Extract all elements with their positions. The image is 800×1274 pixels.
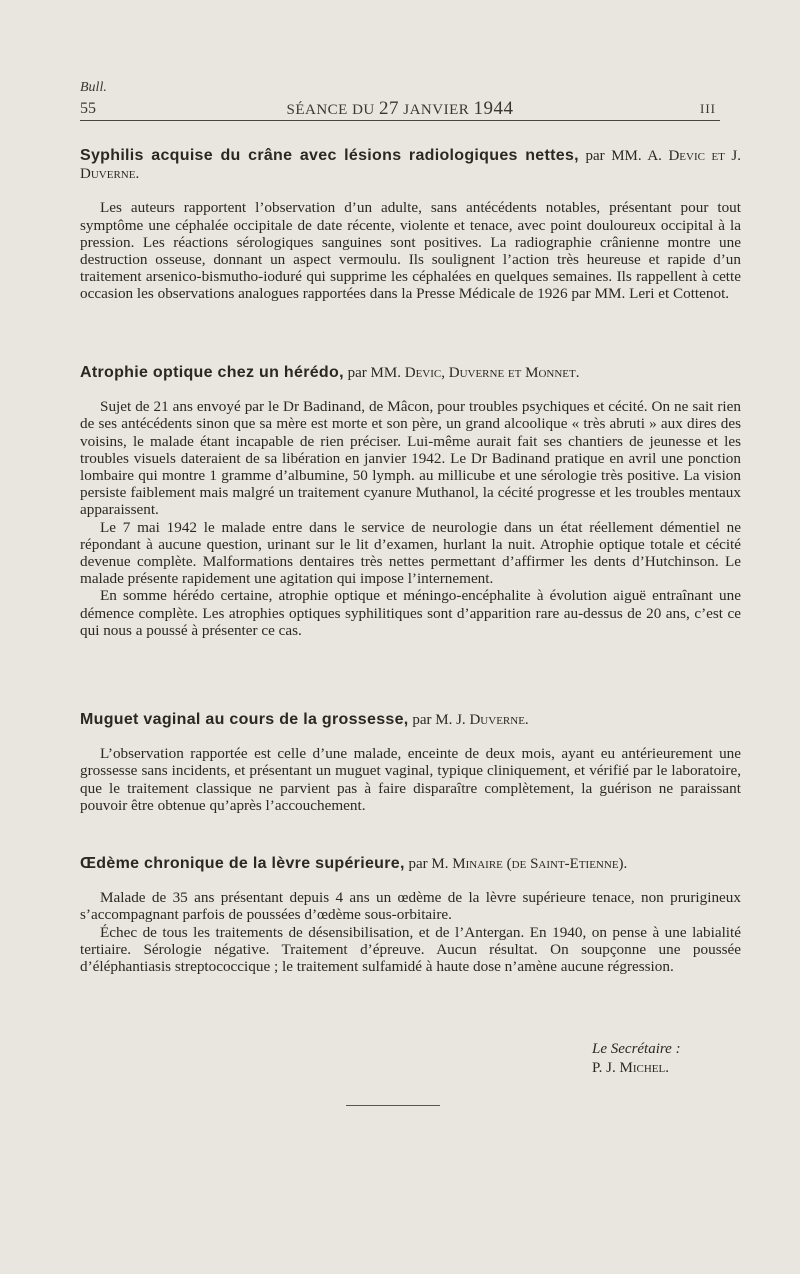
article-authors: Duverne.	[469, 712, 529, 728]
end-rule	[346, 1105, 440, 1106]
signature	[592, 1040, 752, 1078]
article-paragraph: Les auteurs rapportent l’observation d’un adulte, sans antécédents notables, présentant pour tout symptôme une céphalée occipitale de date récente, violente et tenace, avec point douloureux occipital à la pression. Les réactions sérologiques sanguines sont positives. La radiographie crânienne montre une destruction osseuse, donnant un aspect vermoulu. Ils soulignent l’action très heureuse et rapide d’un traitement arsenico-bismutho-ioduré qui supprime les céphalées en quelques semaines. Ils rappellent à cette occasion les observations analogues rapportées dans la Presse Médicale de 1926 par MM. Leri et Cottenot.	[80, 199, 741, 303]
article-by: par M. J.	[412, 712, 466, 728]
article-heading	[80, 364, 741, 382]
running-title-day: 27	[379, 98, 399, 119]
article-oedeme	[80, 855, 741, 975]
article-by: par M.	[408, 856, 449, 872]
article-paragraph: Sujet de 21 ans envoyé par le Dr Badinand, de Mâcon, pour troubles psychiques et cécité. On ne sait rien de ses antécédents sinon que sa mère est morte et son père, un grand alcoolique « très abruti » aux dires des voisins, le malade étant incapable de rien préciser. Lui-même aurait fait ses chantiers de jeunesse et les troubles visuels dateraient de sa libération en janvier 1942. Le Dr Badinand pratique en avril une ponction lombaire qui montre 1 gramme d’albumine, 50 lymph. au millicube et une sérologie très positive. La vision persiste faiblement mais malgré un traitement cyanure Muthanol, la cécité progresse et les troubles mentaux apparaissent.	[80, 398, 741, 519]
signature-role: Le Secrétaire :	[592, 1041, 681, 1057]
article-paragraph: L’observation rapportée est celle d’une malade, enceinte de deux mois, ayant eu antérieurement une grossesse sans incidents, et présentant un muguet vaginal, typique cliniquement, et vérifié par le laboratoire, que le traitement classique ne parvient pas à faire disparaître complètement, la guérison ne paraissant pouvoir être obtenue qu’après l’accouchement.	[80, 745, 741, 814]
article-by: par MM.	[347, 365, 401, 381]
running-title-prefix: SÉANCE DU	[286, 102, 375, 118]
article-syphilis	[80, 147, 741, 303]
running-title-month: JANVIER	[403, 102, 470, 118]
article-by: par	[585, 148, 605, 164]
article-authors: MM. A. Devic et J. Duverne.	[80, 148, 742, 183]
article-authors: Devic, Duverne et Monnet.	[404, 365, 580, 381]
article-paragraph: En somme hérédo certaine, atrophie optique et méningo-encéphalite à évolution aiguë entraînant une démence complète. Les atrophies optiques syphilitiques sont d’apparition rare au-dessus de 20 ans, c’est ce qui nous a poussé à présenter ce cas.	[80, 587, 741, 639]
article-paragraph: Échec de tous les traitements de désensibilisation, et de l’Antergan. En 1940, on pense à une labialité tertiaire. Sérologie négative. Traitement d’épreuve. Aucun résultat. On soupçonne une poussée d’éléphantiasis streptococcique ; le traitement sulfamidé à haute dose n’amène aucune régression.	[80, 923, 741, 976]
header-rule-row	[80, 98, 720, 121]
article-heading	[80, 855, 741, 873]
article-title: Œdème chronique de la lèvre supérieure,	[80, 855, 405, 872]
article-authors: Minaire (de Saint-Etienne).	[452, 856, 628, 872]
volume-number: 55	[80, 100, 96, 117]
article-muguet	[80, 711, 741, 814]
article-paragraph: Malade de 35 ans présentant depuis 4 ans un œdème de la lèvre supérieure tenace, non prurigineux s’accompagnant parfois de poussées d’œdème sous-orbitaire.	[80, 889, 741, 924]
article-heading	[80, 711, 741, 729]
page-number: III	[700, 101, 716, 116]
running-title	[80, 98, 720, 120]
running-header	[80, 80, 720, 121]
journal-abbrev: Bull.	[80, 80, 107, 95]
article-heading	[80, 147, 741, 183]
signature-name: P. J. Michel.	[592, 1060, 669, 1076]
article-atrophie	[80, 364, 741, 639]
running-title-year: 1944	[473, 98, 514, 119]
article-title: Atrophie optique chez un hérédo,	[80, 364, 344, 381]
article-title: Syphilis acquise du crâne avec lésions radiologiques nettes,	[80, 147, 579, 164]
article-title: Muguet vaginal au cours de la grossesse,	[80, 711, 409, 728]
article-paragraph: Le 7 mai 1942 le malade entre dans le service de neurologie dans un état réellement démentiel ne répondant à aucune question, urinant sur le lit d’examen, hurlant la nuit. Atrophie optique totale et cécité devenue complète. Malformations dentaires très nettes permettant d’affirmer les dents d’Hutchinson. Le malade présente rapidement une agitation qui impose l’internement.	[80, 518, 741, 588]
